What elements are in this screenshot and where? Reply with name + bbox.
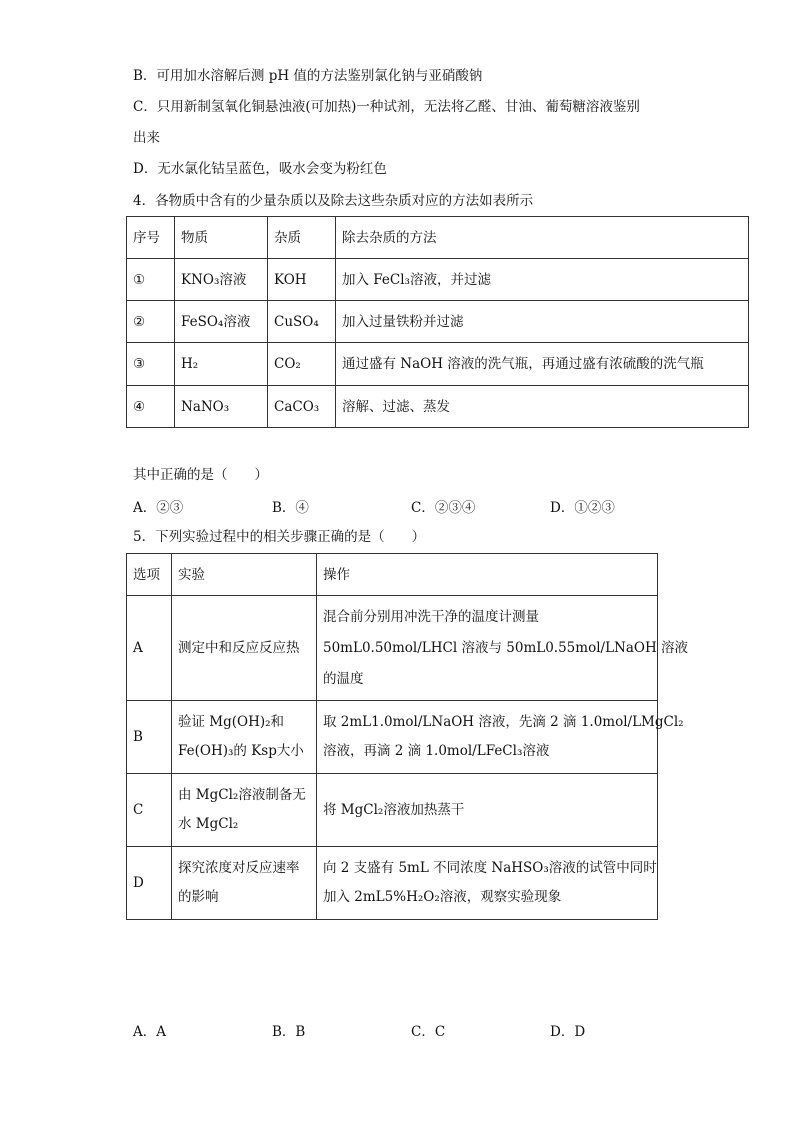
table-row: [127, 774, 658, 847]
cell-option: A: [127, 596, 172, 701]
operation-line: 溶液，再滴 2 滴 1.0mol/LFeCl₃溶液: [323, 743, 550, 759]
cell-impurity: CuSO₄: [268, 301, 336, 343]
cell-no: ③: [127, 343, 175, 386]
option-d: D．D: [550, 1024, 586, 1040]
q3-option-d: D．无水氯化钴呈蓝色，吸水会变为粉红色: [133, 161, 387, 177]
q4-options: [133, 496, 693, 516]
option-b: B．④: [272, 500, 309, 516]
experiment-line: 测定中和反应反应热: [178, 640, 300, 656]
table-row: [127, 301, 749, 343]
cell-operation: [317, 701, 684, 774]
cell-experiment: [172, 596, 317, 701]
cell-experiment: [172, 847, 317, 920]
q5-stem: 5．下列实验过程中的相关步骤正确的是（ ）: [133, 529, 426, 545]
header-cell: 序号: [127, 217, 175, 259]
table-header-row: [127, 554, 658, 596]
experiment-line: Fe(OH)₃的 Ksp大小: [178, 743, 304, 759]
cell-operation: [317, 774, 658, 847]
q3-option-b: B．可用加水溶解后测 pH 值的方法鉴别氯化钠与亚硝酸钠: [133, 68, 483, 84]
header-cell: 选项: [127, 554, 172, 596]
header-cell: 杂质: [268, 217, 336, 259]
operation-line: 混合前分别用冲洗干净的温度计测量: [323, 608, 539, 625]
option-c: C．②③④: [411, 500, 476, 516]
cell-substance: NaNO₃: [175, 386, 268, 428]
cell-experiment: [172, 701, 317, 774]
operation-line: 将 MgCl₂溶液加热蒸干: [323, 802, 465, 818]
cell-method: 通过盛有 NaOH 溶液的洗气瓶，再通过盛有浓硫酸的洗气瓶: [336, 343, 749, 386]
cell-option: B: [127, 701, 172, 774]
cell-substance: FeSO₄溶液: [175, 301, 268, 343]
q5-options: [133, 1020, 693, 1040]
cell-impurity: KOH: [268, 259, 336, 301]
cell-experiment: [172, 774, 317, 847]
cell-method: 加入过量铁粉并过滤: [336, 301, 749, 343]
header-cell: 实验: [172, 554, 317, 596]
header-cell: 除去杂质的方法: [336, 217, 749, 259]
cell-operation: [317, 596, 689, 701]
option-c: C．C: [411, 1024, 446, 1040]
cell-substance: H₂: [175, 343, 268, 386]
table-row: [127, 701, 658, 774]
cell-method: 加入 FeCl₃溶液，并过滤: [336, 259, 749, 301]
operation-line: 向 2 支盛有 5mL 不同浓度 NaHSO₃溶液的试管中同时: [323, 860, 657, 876]
experiment-line: 水 MgCl₂: [178, 816, 239, 832]
header-cell: 操作: [317, 554, 658, 596]
q4-question: 其中正确的是（ ）: [133, 467, 268, 483]
cell-no: ④: [127, 386, 175, 428]
table-row: [127, 596, 658, 701]
cell-impurity: CaCO₃: [268, 386, 336, 428]
cell-no: ②: [127, 301, 175, 343]
table-row: [127, 847, 658, 920]
table-row: [127, 386, 749, 428]
q3-option-c-line2: 出来: [133, 130, 160, 146]
table-header-row: [127, 217, 749, 259]
operation-line: 的温度: [323, 670, 364, 687]
experiment-line: 验证 Mg(OH)₂和: [178, 714, 285, 730]
option-b: B．B: [272, 1024, 306, 1040]
header-cell: 物质: [175, 217, 268, 259]
table-row: [127, 343, 749, 386]
cell-option: D: [127, 847, 172, 920]
table-row: [127, 259, 749, 301]
q3-option-c-line1: C．只用新制氢氧化铜悬浊液(可加热)一种试剂，无法将乙醛、甘油、葡萄糖溶液鉴别: [133, 99, 640, 115]
cell-no: ①: [127, 259, 175, 301]
q4-table: [126, 216, 749, 428]
q5-table: [126, 553, 689, 920]
cell-impurity: CO₂: [268, 343, 336, 386]
experiment-line: 探究浓度对反应速率: [178, 860, 300, 876]
option-d: D．①②③: [550, 500, 615, 516]
q4-stem: 4．各物质中含有的少量杂质以及除去这些杂质对应的方法如表所示: [133, 193, 534, 209]
cell-substance: KNO₃溶液: [175, 259, 268, 301]
experiment-line: 的影响: [178, 889, 219, 905]
operation-line: 加入 2mL5%H₂O₂溶液，观察实验现象: [323, 889, 562, 905]
experiment-line: 由 MgCl₂溶液制备无: [178, 787, 306, 803]
cell-operation: [317, 847, 658, 920]
operation-line: 取 2mL1.0mol/LNaOH 溶液，先滴 2 滴 1.0mol/LMgCl₂: [323, 714, 684, 730]
cell-option: C: [127, 774, 172, 847]
cell-method: 溶解、过滤、蒸发: [336, 386, 749, 428]
option-a: A．②③: [133, 500, 184, 516]
option-a: A．A: [133, 1024, 166, 1040]
operation-line: 50mL0.50mol/LHCl 溶液与 50mL0.55mol/LNaOH 溶液: [323, 639, 689, 656]
